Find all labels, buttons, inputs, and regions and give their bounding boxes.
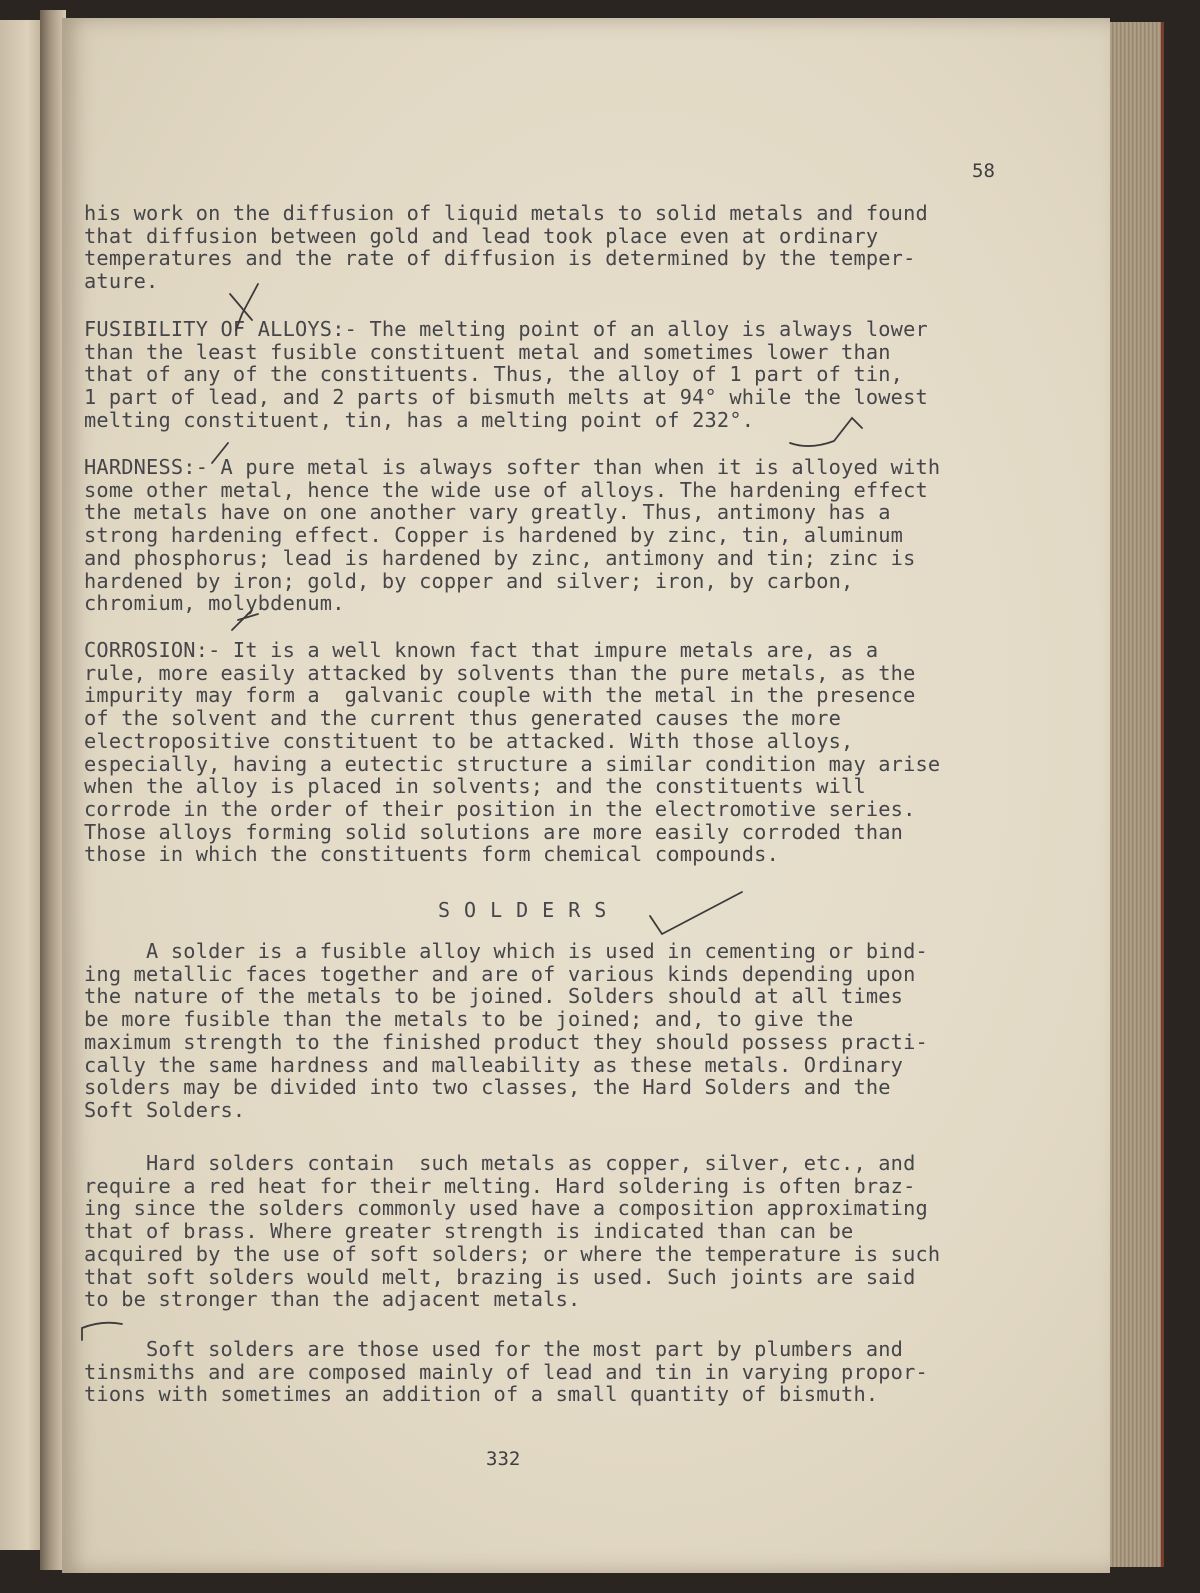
section-heading-solders: SOLDERS [438, 898, 621, 922]
handwritten-marks [62, 18, 1110, 1573]
page-number: 58 [972, 160, 995, 182]
paragraph-hardness: HARDNESS:- A pure metal is always softer than when it is alloyed with some other metal, hence the wide use of alloys. The hardening effect the metals have on one another vary greatly. Thus, antimony has a strong hardening effect. Copper is hardened by zinc, tin, aluminum and phosphorus; lead is hardened by zinc, antimony and tin; zinc is hardened by iron; gold, by copper and silver; iron, by carbon, chromium, molybdenum. [84, 455, 941, 616]
paragraph-fusibility: FUSIBILITY OF ALLOYS:- The melting point of an alloy is always lower than the least fusible constituent metal and sometimes lower than that of any of the constituents. Thus, the alloy of 1 part of tin, 1 part of lead, and 2 parts of bismuth melts at 94° while the lowest melting constituent, tin, has a melting point of 232°. [84, 317, 928, 432]
check-mark-molybdenum [232, 610, 258, 630]
paragraph-solder-intro: A solder is a fusible alloy which is used in cementing or bind- ing metallic faces together and are of various kinds depending upon the nature of the metals to be joined. Solders should at all times be more fusible than the metals to be joined; and, to give the maximum strength to the finished product they should possess practi- cally the same hardness and malleability as these metals. Ordinary solders may be divided into two classes, the Hard Solders and the Soft Solders. [84, 939, 928, 1122]
paragraph-diffusion: his work on the diffusion of liquid metals to solid metals and found that diffusion between gold and lead took place even at ordinary temperatures and the rate of diffusion is determined by the temper- ature. [84, 201, 928, 294]
underline-mark-232 [790, 418, 862, 446]
check-mark-solders [650, 892, 742, 934]
check-mark-fusibility [230, 284, 258, 330]
document-page [62, 18, 1110, 1573]
paragraph-soft-solders: Soft solders are those used for the most part by plumbers and tinsmiths and are composed mainly of lead and tin in varying propor- tions with sometimes an addition of a small quantity of bismuth. [84, 1337, 928, 1407]
bottom-page-number: 332 [486, 1448, 521, 1470]
page-block-edges [1105, 22, 1164, 1567]
paragraph-hard-solders: Hard solders contain such metals as copper, silver, etc., and require a red heat for their melting. Hard soldering is often braz- ing since the solders commonly used have a composition approximating that of brass. Where greater strength is indicated than can be acquired by the use of soft solders; or where the temperature is such that soft solders would melt, brazing is used. Such joints are said to be stronger than the adjacent metals. [84, 1151, 941, 1312]
paragraph-corrosion: CORROSION:- It is a well known fact that impure metals are, as a rule, more easily attacked by solvents than the pure metals, as the impurity may form a galvanic couple with the metal in the presence of the solvent and the current thus generated causes the more electropositive constituent to be attacked. With those alloys, especially, having a eutectic structure a similar condition may arise when the alloy is placed in solvents; and the constituents will corrode in the order of their position in the electromotive series. Those alloys forming solid solutions are more easily corroded than those in which the constituents form chemical compounds. [84, 638, 941, 867]
bracket-mark-soft-solders [82, 1323, 122, 1340]
check-mark-hardness [212, 443, 228, 463]
